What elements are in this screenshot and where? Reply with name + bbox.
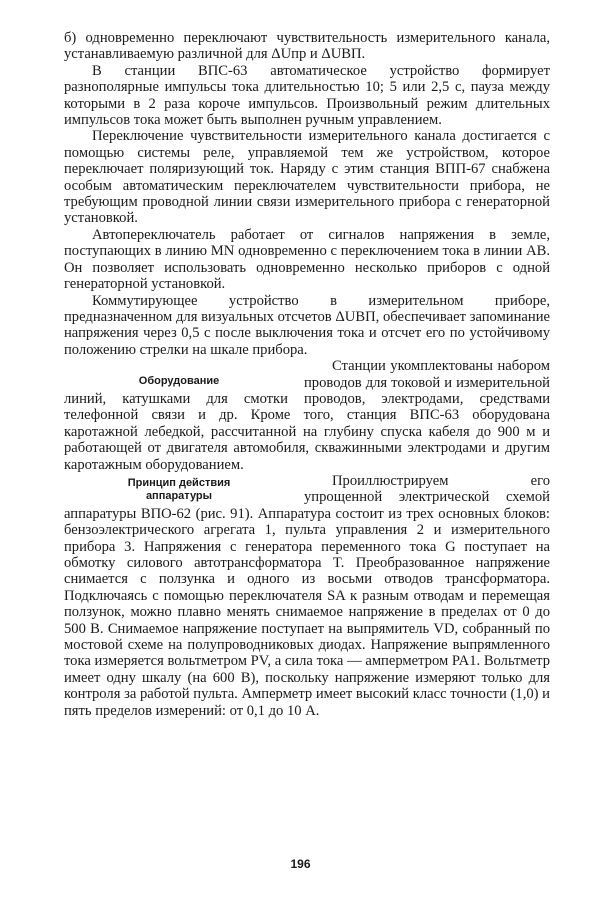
paragraph-1: б) одновременно переключают чувствительность измерительного канала, устанавливаемую различной для ΔUпр и ΔUВП. [64,30,550,63]
principle-heading [64,473,294,503]
principle-text: Проиллюстрируем его упрощенной электрической схемой аппаратуры ВПО-62 (рис. 91). Аппаратура состоит из трех основных блоков: бензоэлектрического агрегата 1, пульта управления 2 и измерительного прибора 3. Напряжения с генератора переменного тока G поступает на обмотку силового автотрансформатора T. Преобразованное напряжение снимается с ползунка и одного из восьми отводов трансформатора. Подключаясь с помощью переключателя SA к разным отводам и перемещая ползунок, можно плавно менять снимаемое напряжение в пределах от 0 до 500 В. Снимаемое напряжение поступает на выпрямитель VD, собранный по мостовой схеме на полупроводниковых диодах. Напряжение выпрямленного тока измеряется вольтметром PV, а сила тока — амперметром PA1. Вольтметр имеет одну шкалу (на 600 В), поскольку напряжение измеряют только для контроля за работой пульта. Амперметр имеет высокий класс точности (1,0) и пять пределов измерений: от 0,1 до 10 А. [64,472,550,719]
principle-section [64,473,550,719]
paragraph-5: Коммутирующее устройство в измерительном приборе, предназначенном для визуальных отсчетов ΔUВП, обеспечивает запоминание напряжения через 0,5 с после выключения тока и отсчет его по устойчивому положению стрелки на шкале прибора. [64,292,550,358]
principle-heading-line2: аппаратуры [145,489,213,502]
paragraph-4: Автопереключатель работает от сигналов напряжения в земле, поступающих в линию MN одновременно с переключением тока в линии AB. Он позволяет использовать одновременно несколько приборов с одной генераторной установкой. [64,226,550,293]
equipment-section [64,358,550,473]
equipment-text: Станции укомплектованы набором проводов для токовой и измерительной линий, катушками для смотки проводов, электродами, средствами телефонной связи и др. Кроме того, станция ВПС-63 оборудована каротажной лебедкой, рассчитанной на глубину спуска кабеля до 900 м и работающей от двигателя автомобиля, скважинными электродами и другим каротажным оборудованием. [64,358,550,473]
principle-heading-line1: Принцип действия [127,476,231,489]
paragraph-3: Переключение чувствительности измерительного канала достигается с помощью системы реле, управляемой тем же устройством, которое переключает поляризующий ток. Наряду с этим станция ВПП-67 снабжена особым автоматическим переключателем чувствительности прибора, не требующим проводной линии связи измерительного прибора с генераторной установкой. [64,128,550,227]
page-body [64,30,550,719]
page-number: 196 [290,857,311,871]
paragraph-2: В станции ВПС-63 автоматическое устройство формирует разнополярные импульсы тока длительностью 10; 5 или 2,5 с, пауза между которыми в 2 раза короче импульсов. Произвольный режим длительных импульсов тока может быть выполнен ручным управлением. [64,62,550,129]
equipment-heading: Оборудование [138,375,220,388]
